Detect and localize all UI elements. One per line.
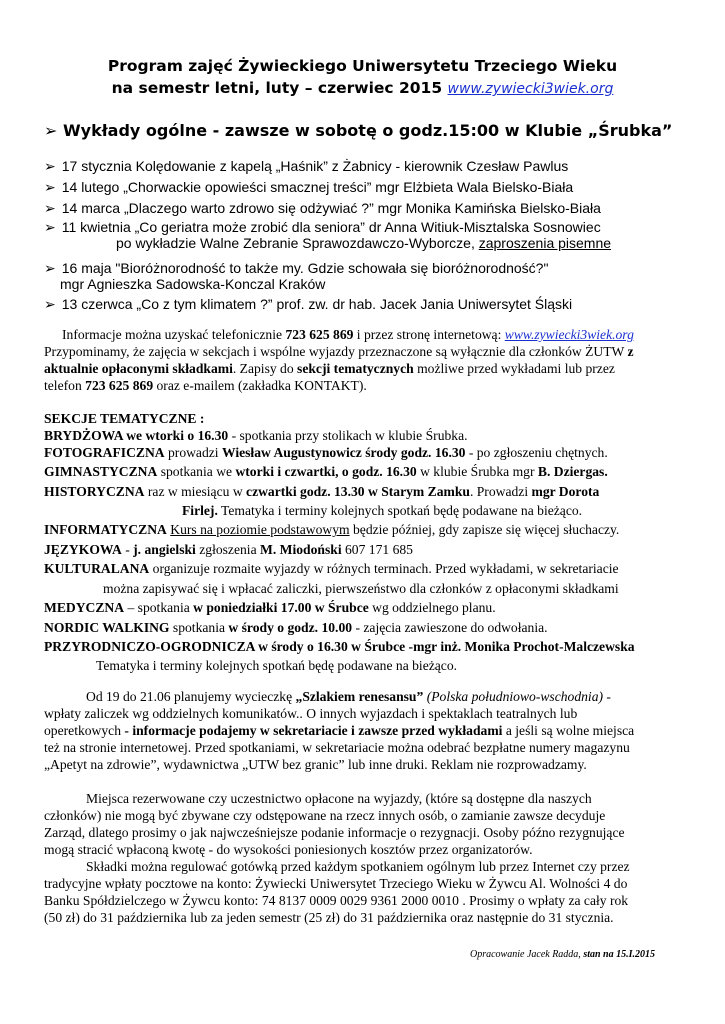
section-bold: czwartki godz. 13.30 w Starym Zamku <box>246 484 470 499</box>
section-nordic-walking <box>44 619 548 636</box>
section-text: Tematyka i terminy kolejnych spotkań będę podawane na bieżąco. <box>217 503 583 518</box>
trip-line <box>44 722 634 739</box>
section-bold: M. Miodoński <box>260 542 342 557</box>
lecture-text: 17 stycznia Kolędowanie z kapelą „Haśnik” z Żabnicy - kierownik Czesław Pawlus <box>61 158 569 174</box>
website-link-title[interactable]: www.zywiecki3wiek.org <box>447 81 614 97</box>
section-bold: Wiesław Augustynowicz środy godz. 16.30 <box>221 445 466 460</box>
section-text: - <box>121 542 134 557</box>
section-name: JĘZYKOWA <box>44 542 122 557</box>
section-bold: wtorki i czwartki, o godz. 16.30 <box>235 464 417 479</box>
bullet-arrow-icon: ➢ <box>44 180 56 196</box>
section-text: Kurs na poziomie podstawowym <box>170 522 350 537</box>
section-text: raz w miesiącu w <box>144 484 247 499</box>
fees-line: Składki można regulować gotówką przed każdym spotkaniem ogólnym lub przez Internet czy przez <box>86 859 630 874</box>
phone-number: 723 625 869 <box>85 378 154 393</box>
lecture-text: 14 lutego „Chorwackie opowieści smacznej treści” mgr Elżbieta Wala Bielsko-Biała <box>61 179 574 195</box>
section-fotograficzna <box>44 444 608 461</box>
fees-line: tradycyjne wpłaty pocztowe na konto: Żywiecki Uniwersytet Trzeciego Wieku w Żywcu Al. Wolności 4 do <box>44 876 628 891</box>
section-text: - po zgłoszeniu chętnych. <box>465 445 608 460</box>
info-bold: aktualnie opłaconymi składkami <box>44 361 233 376</box>
footer-credit <box>470 949 655 960</box>
section-kulturalna <box>44 560 619 577</box>
info-text: oraz e-mailem (zakładka KONTAKT). <box>153 378 367 393</box>
lectures-heading <box>44 121 672 140</box>
section-text: - spotkania przy stolikach w klubie Śrubka. <box>228 428 468 443</box>
section-text: zgłoszenia <box>195 542 261 557</box>
lecture-text: 11 kwietnia „Co geriatra może zrobić dla seniora” dr Anna Witiuk-Misztalska Sosnowiec <box>61 219 601 235</box>
lecture-item <box>44 200 601 217</box>
trip-title: „Szlakiem renesansu” <box>295 689 424 704</box>
bullet-arrow-icon: ➢ <box>44 220 56 236</box>
bullet-arrow-icon: ➢ <box>44 121 58 140</box>
section-name: FOTOGRAFICZNA <box>44 445 165 460</box>
lecture-item <box>44 179 573 196</box>
trip-line: też na stronie internetowej. Przed spotkaniami, w sekretariacie można odebrać bezpłatne numery magazynu <box>44 740 630 755</box>
section-gimnastyczna <box>44 463 608 480</box>
section-name: MEDYCZNA <box>44 600 125 615</box>
section-przyrodniczo-continued: Tematyka i terminy kolejnych spotkań będę podawane na bieżąco. <box>96 658 458 673</box>
section-bold: j. angielski <box>133 542 196 557</box>
info-bold: sekcji tematycznych <box>297 361 414 376</box>
bullet-arrow-icon: ➢ <box>44 159 56 175</box>
trip-text: Od 19 do 21.06 planujemy wycieczkę <box>86 689 296 704</box>
trip-region: (Polska południowo-wschodnia) <box>423 689 604 704</box>
page-title-line1: Program zajęć Żywieckiego Uniwersytetu Trzeciego Wieku <box>107 57 618 75</box>
lectures-heading-text: Wykłady ogólne - zawsze w sobotę o godz.15:00 w Klubie „Śrubka” <box>62 121 673 140</box>
lecture-text: 14 marca „Dlaczego warto zdrowo się odżywiać ?” mgr Monika Kamińska Bielsko-Biała <box>61 200 601 216</box>
bullet-arrow-icon: ➢ <box>44 201 56 217</box>
section-text: - zajęcia zawieszone do odwołania. <box>352 620 548 635</box>
info-line <box>62 326 634 343</box>
section-bold: mgr Dorota <box>531 484 600 499</box>
invitation-note: zaproszenia pisemne <box>478 235 612 251</box>
section-name: PRZYRODNICZO-OGRODNICZA <box>44 639 255 654</box>
section-informatyczna <box>44 521 619 538</box>
info-text: i przez stronę internetową: <box>353 327 505 342</box>
reserve-line: Zarząd, dlatego prosimy o jak najwcześniejsze podanie informacje o rezygnacji. Osoby późno rezygnujące <box>44 825 625 840</box>
trip-line: wpłaty zaliczek wg oddzielnych komunikatów.. O innych wyjazdach i spektaklach teatralnych lub <box>44 706 578 721</box>
trip-text: operetkowych <box>44 723 125 738</box>
lecture-item <box>44 158 568 175</box>
lecture-item-continuation: mgr Agnieszka Sadowska-Konczal Kraków <box>60 276 326 292</box>
section-text: . Prowadzi <box>469 484 532 499</box>
section-bold: B. Dziergas. <box>537 464 608 479</box>
section-text: spotkania we <box>157 464 236 479</box>
section-medyczna <box>44 599 496 616</box>
lecture-item <box>44 260 548 277</box>
info-text: możliwe przed wykładami lub przez <box>413 361 615 376</box>
section-przyrodniczo-ogrodnicza <box>44 638 635 655</box>
trip-text: - <box>603 689 611 704</box>
section-text: spotkania <box>169 620 229 635</box>
lecture-text: 16 maja "Bioróżnorodność to także my. Gdzie schowała się bioróżnorodność?" <box>61 260 549 276</box>
section-kulturalna-continued: można zapisywać się i wpłacać zaliczki, pierwszeństwo dla członków z opłaconymi składkami <box>103 581 619 596</box>
footer-date: stan na 15.I.2015 <box>583 949 655 960</box>
reserve-line: Miejsca rezerwowane czy uczestnictwo opłacone na wyjazdy, (które są dostępne dla naszych <box>86 791 592 806</box>
section-text: prowadzi <box>164 445 222 460</box>
section-bold: w środy o 16.30 w Śrubce -mgr inż. Monika Prochot-Malczewska <box>254 639 635 654</box>
lecture-item <box>44 296 572 313</box>
info-line <box>44 377 367 394</box>
section-brydzowa <box>44 427 468 444</box>
trip-text: a jeśli są wolne miejsca <box>502 723 635 738</box>
semester-label: na semestr letni, luty – czerwiec 2015 <box>111 79 443 97</box>
website-link[interactable]: www.zywiecki3wiek.org <box>504 327 634 342</box>
section-bold: Firlej. <box>182 503 218 518</box>
section-name: KULTURALANA <box>44 561 150 576</box>
info-line <box>44 343 634 360</box>
section-historyczna-continued <box>182 502 582 519</box>
phone-number: 723 625 869 <box>285 327 354 342</box>
section-name: GIMNASTYCZNA <box>44 464 158 479</box>
reserve-line: członków) nie mogą być zbywane czy odstępowane na rzecz innych osób, o zamianie zawsze decyduje <box>44 808 606 823</box>
page-title-line2 <box>60 79 665 97</box>
trip-line: „Apetyt na zdrowie”, wydawnictwa „UTW bez granic” lub inne druki. Reklam nie rozprowadzamy. <box>44 757 587 772</box>
section-name: INFORMATYCZNA <box>44 522 167 537</box>
section-text: 607 171 685 <box>341 542 413 557</box>
section-text: wg oddzielnego planu. <box>368 600 496 615</box>
info-text: Informacje można uzyskać telefonicznie <box>62 327 286 342</box>
info-text: Przypominamy, że zajęcia w sekcjach i wspólne wyjazdy przeznaczone są wyłącznie dla członków ŻUTW <box>44 344 628 359</box>
info-text: . Zapisy do <box>232 361 298 376</box>
fees-line: Banku Spółdzielczego w Żywcu konto: 74 8137 0009 0029 9361 2000 0010 . Prosimy o wpłaty za cały rok <box>44 893 629 908</box>
footer-author: Opracowanie Jacek Radda, <box>470 949 584 960</box>
section-jezykowa <box>44 541 413 558</box>
lecture-item <box>44 219 601 236</box>
info-text: telefon <box>44 378 86 393</box>
section-text: organizuje rozmaite wyjazdy w różnych terminach. Przed wykładami, w sekretariacie <box>149 561 619 576</box>
section-name: NORDIC WALKING <box>44 620 170 635</box>
reserve-line: mogą stracić wpłaconą kwotę - do wysokości poniesionych kosztów przez organizatorów. <box>44 842 533 857</box>
lecture-item-continuation <box>116 235 611 251</box>
section-bold: w środy o godz. 10.00 <box>228 620 353 635</box>
trip-line <box>86 688 611 705</box>
sections-heading: SEKCJE TEMATYCZNE : <box>44 411 205 426</box>
info-line <box>44 360 615 377</box>
section-historyczna <box>44 483 599 500</box>
bullet-arrow-icon: ➢ <box>44 297 56 313</box>
section-name: HISTORYCZNA <box>44 484 145 499</box>
trip-bold: - informacje podajemy w sekretariacie i zawsze przed wykładami <box>124 723 503 738</box>
section-text: będzie później, gdy zapisze się więcej słuchaczy. <box>349 522 620 537</box>
lecture-text: 13 czerwca „Co z tym klimatem ?” prof. zw. dr hab. Jacek Jania Uniwersytet Śląski <box>61 296 573 312</box>
fees-line: (50 zł) do 31 października lub za jeden semestr (25 zł) do 31 października oraz następnie do 31 stycznia. <box>44 910 614 925</box>
annual-meeting-note: po wykładzie Walne Zebranie Sprawozdawczo-Wyborcze, <box>116 235 479 251</box>
section-text: – spotkania <box>124 600 194 615</box>
section-text: w klubie Śrubka mgr <box>416 464 538 479</box>
bullet-arrow-icon: ➢ <box>44 261 56 277</box>
section-name: BRYDŻOWA we wtorki o 16.30 <box>44 428 229 443</box>
info-bold: z <box>627 344 634 359</box>
section-bold: w poniedziałki 17.00 w Śrubce <box>193 600 369 615</box>
